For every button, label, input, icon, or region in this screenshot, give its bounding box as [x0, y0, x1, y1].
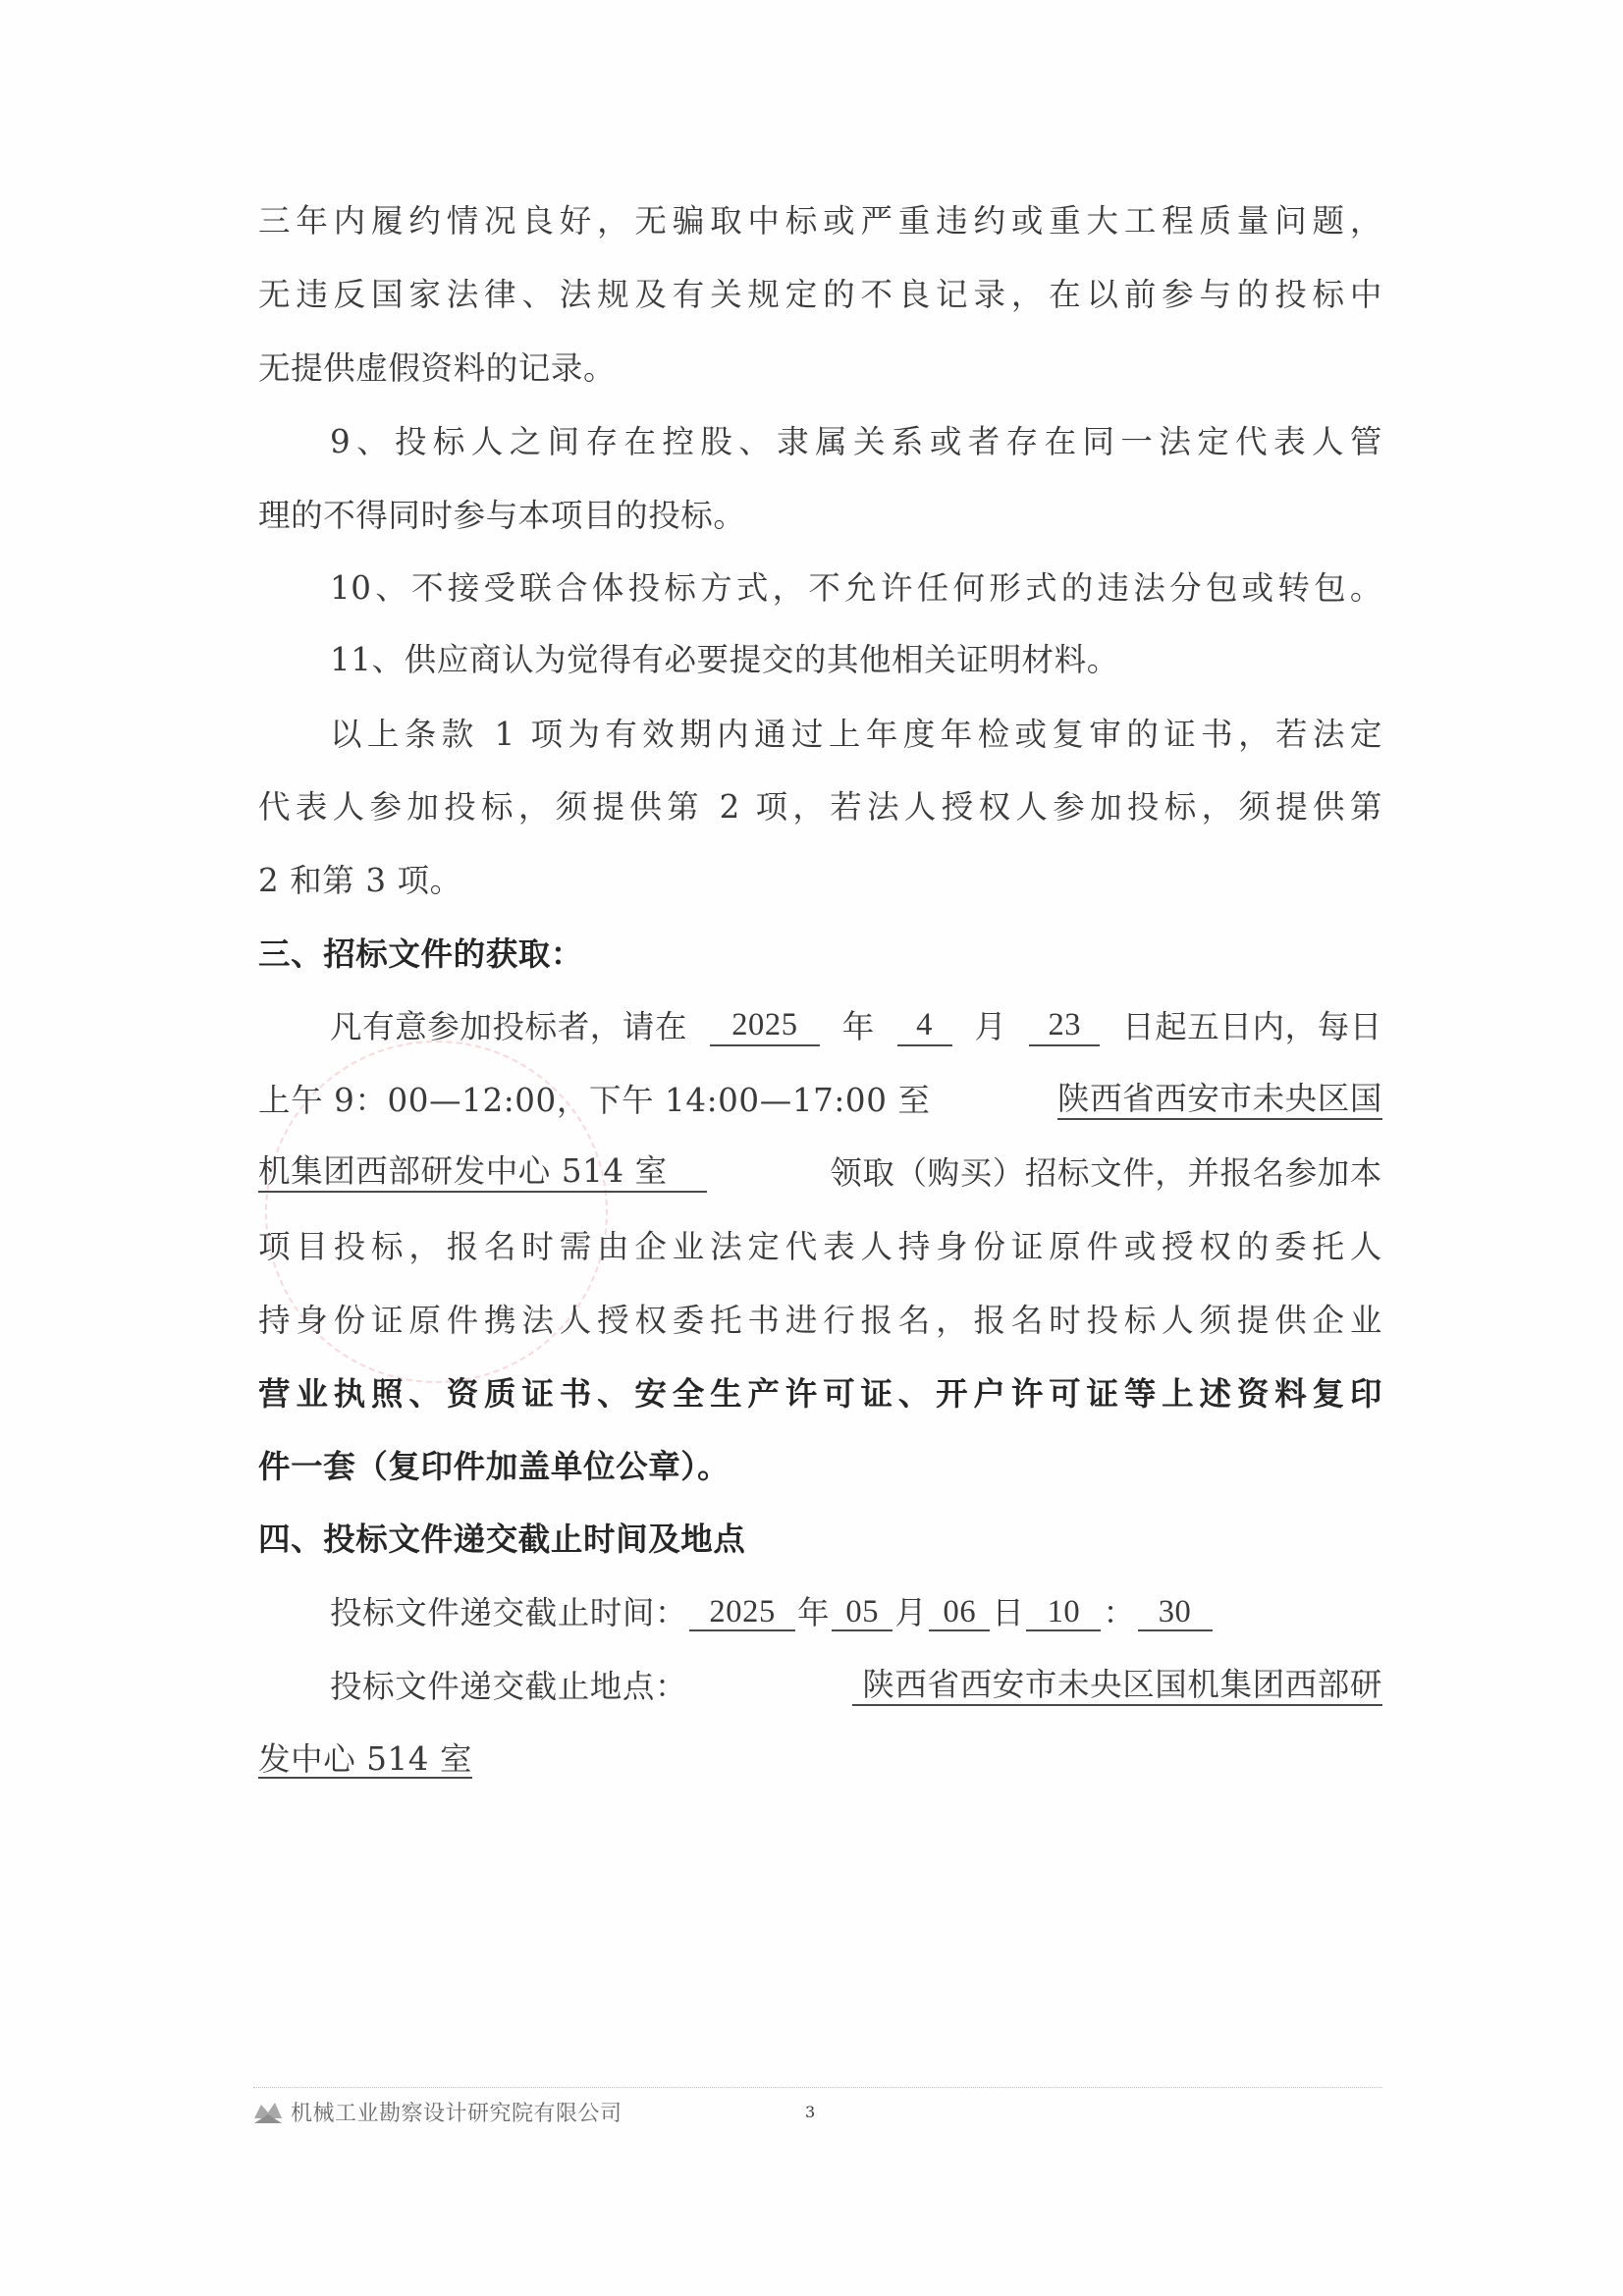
deadline-day-unit: 日: [992, 1594, 1025, 1631]
note-line-3: 2 和第 3 项。: [258, 862, 462, 899]
deadline-month-unit: 月: [894, 1594, 928, 1631]
mountain-logo-icon: [253, 2099, 283, 2124]
deadline-location-part-2: 发中心 514 室: [258, 1740, 473, 1778]
page-number: 3: [805, 2102, 816, 2121]
section-3-paragraph-line-1: [258, 1007, 1382, 1046]
obtain-prefix: 凡有意参加投标者，请在: [330, 1008, 688, 1045]
deadline-location-line: [258, 1667, 1382, 1706]
office-hours: 上午 9：00—12:00，下午 14:00—17:00 至: [258, 1082, 931, 1119]
deadline-location-part-1: 陕西省西安市未央区国机集团西部研: [852, 1667, 1382, 1706]
section-3-paragraph-line-3: [258, 1153, 1382, 1193]
deadline-year-field: 2025: [689, 1594, 795, 1631]
footer-divider: [253, 2087, 1382, 2088]
deadline-minute-field: 30: [1138, 1594, 1213, 1631]
section-3-paragraph-line-6: 营业执照、资质证书、安全生产许可证、开户许可证等上述资料复印: [258, 1374, 1382, 1413]
obtain-month-field: 4: [897, 1007, 952, 1046]
obtain-suffix: 日起五日内，每日: [1122, 1008, 1382, 1045]
section-3-paragraph-line-5: 持身份证原件携法人授权委托书进行报名，报名时投标人须提供企业: [258, 1302, 1382, 1339]
obtain-day-field: 23: [1029, 1007, 1100, 1046]
deadline-location-label: 投标文件递交截止地点：: [330, 1668, 688, 1705]
item-9-line-1: 9、投标人之间存在控股、隶属关系或者存在同一法定代表人管: [330, 423, 1382, 460]
section-4-heading: 四、投标文件递交截止时间及地点: [258, 1520, 746, 1558]
deadline-day-field: 06: [929, 1594, 990, 1631]
obtain-year-field: 2025: [710, 1007, 820, 1046]
footer: [253, 2095, 622, 2128]
section-3-paragraph-line-2: [258, 1081, 1382, 1120]
note-line-2: 代表人参加投标，须提供第 2 项，若法人授权人参加投标，须提供第: [258, 788, 1382, 826]
section-3-heading: 三、招标文件的获取：: [258, 934, 584, 973]
deadline-year-unit: 年: [797, 1594, 831, 1631]
item-10: 10、不接受联合体投标方式，不允许任何形式的违法分包或转包。: [330, 569, 1382, 607]
section-3-paragraph-line-4: 项目投标，报名时需由企业法定代表人持身份证原件或授权的委托人: [258, 1228, 1382, 1265]
obtain-address-part-2: 机集团西部研发中心 514 室: [258, 1153, 707, 1193]
deadline-month-field: 05: [832, 1594, 893, 1631]
footer-company-name: 机械工业勘察设计研究院有限公司: [291, 2101, 622, 2126]
section-3-paragraph-line-7: 件一套（复印件加盖单位公章）。: [258, 1447, 730, 1485]
body-line-3: 无提供虚假资料的记录。: [258, 349, 617, 387]
body-line-2: 无违反国家法律、法规及有关规定的不良记录，在以前参与的投标中: [258, 276, 1382, 313]
year-unit: 年: [841, 1008, 875, 1045]
obtain-address-part-1: 陕西省西安市未央区国: [1057, 1081, 1382, 1120]
item-9-line-2: 理的不得同时参与本项目的投标。: [258, 497, 746, 534]
obtain-action: 领取（购买）招标文件，并报名参加本: [830, 1154, 1382, 1192]
deadline-colon: ：: [1103, 1594, 1136, 1631]
item-11: 11、供应商认为觉得有必要提交的其他相关证明材料。: [330, 641, 1119, 678]
note-line-1: 以上条款 1 项为有效期内通过上年度年检或复审的证书，若法定: [330, 716, 1382, 753]
month-unit: 月: [974, 1008, 1007, 1045]
deadline-time-label: 投标文件递交截止时间：: [330, 1594, 688, 1631]
deadline-time-line: [258, 1593, 1382, 1632]
deadline-location-line-2: [258, 1739, 1382, 1779]
deadline-hour-field: 10: [1026, 1594, 1101, 1631]
body-line-1: 三年内履约情况良好，无骗取中标或严重违约或重大工程质量问题，: [258, 202, 1382, 240]
